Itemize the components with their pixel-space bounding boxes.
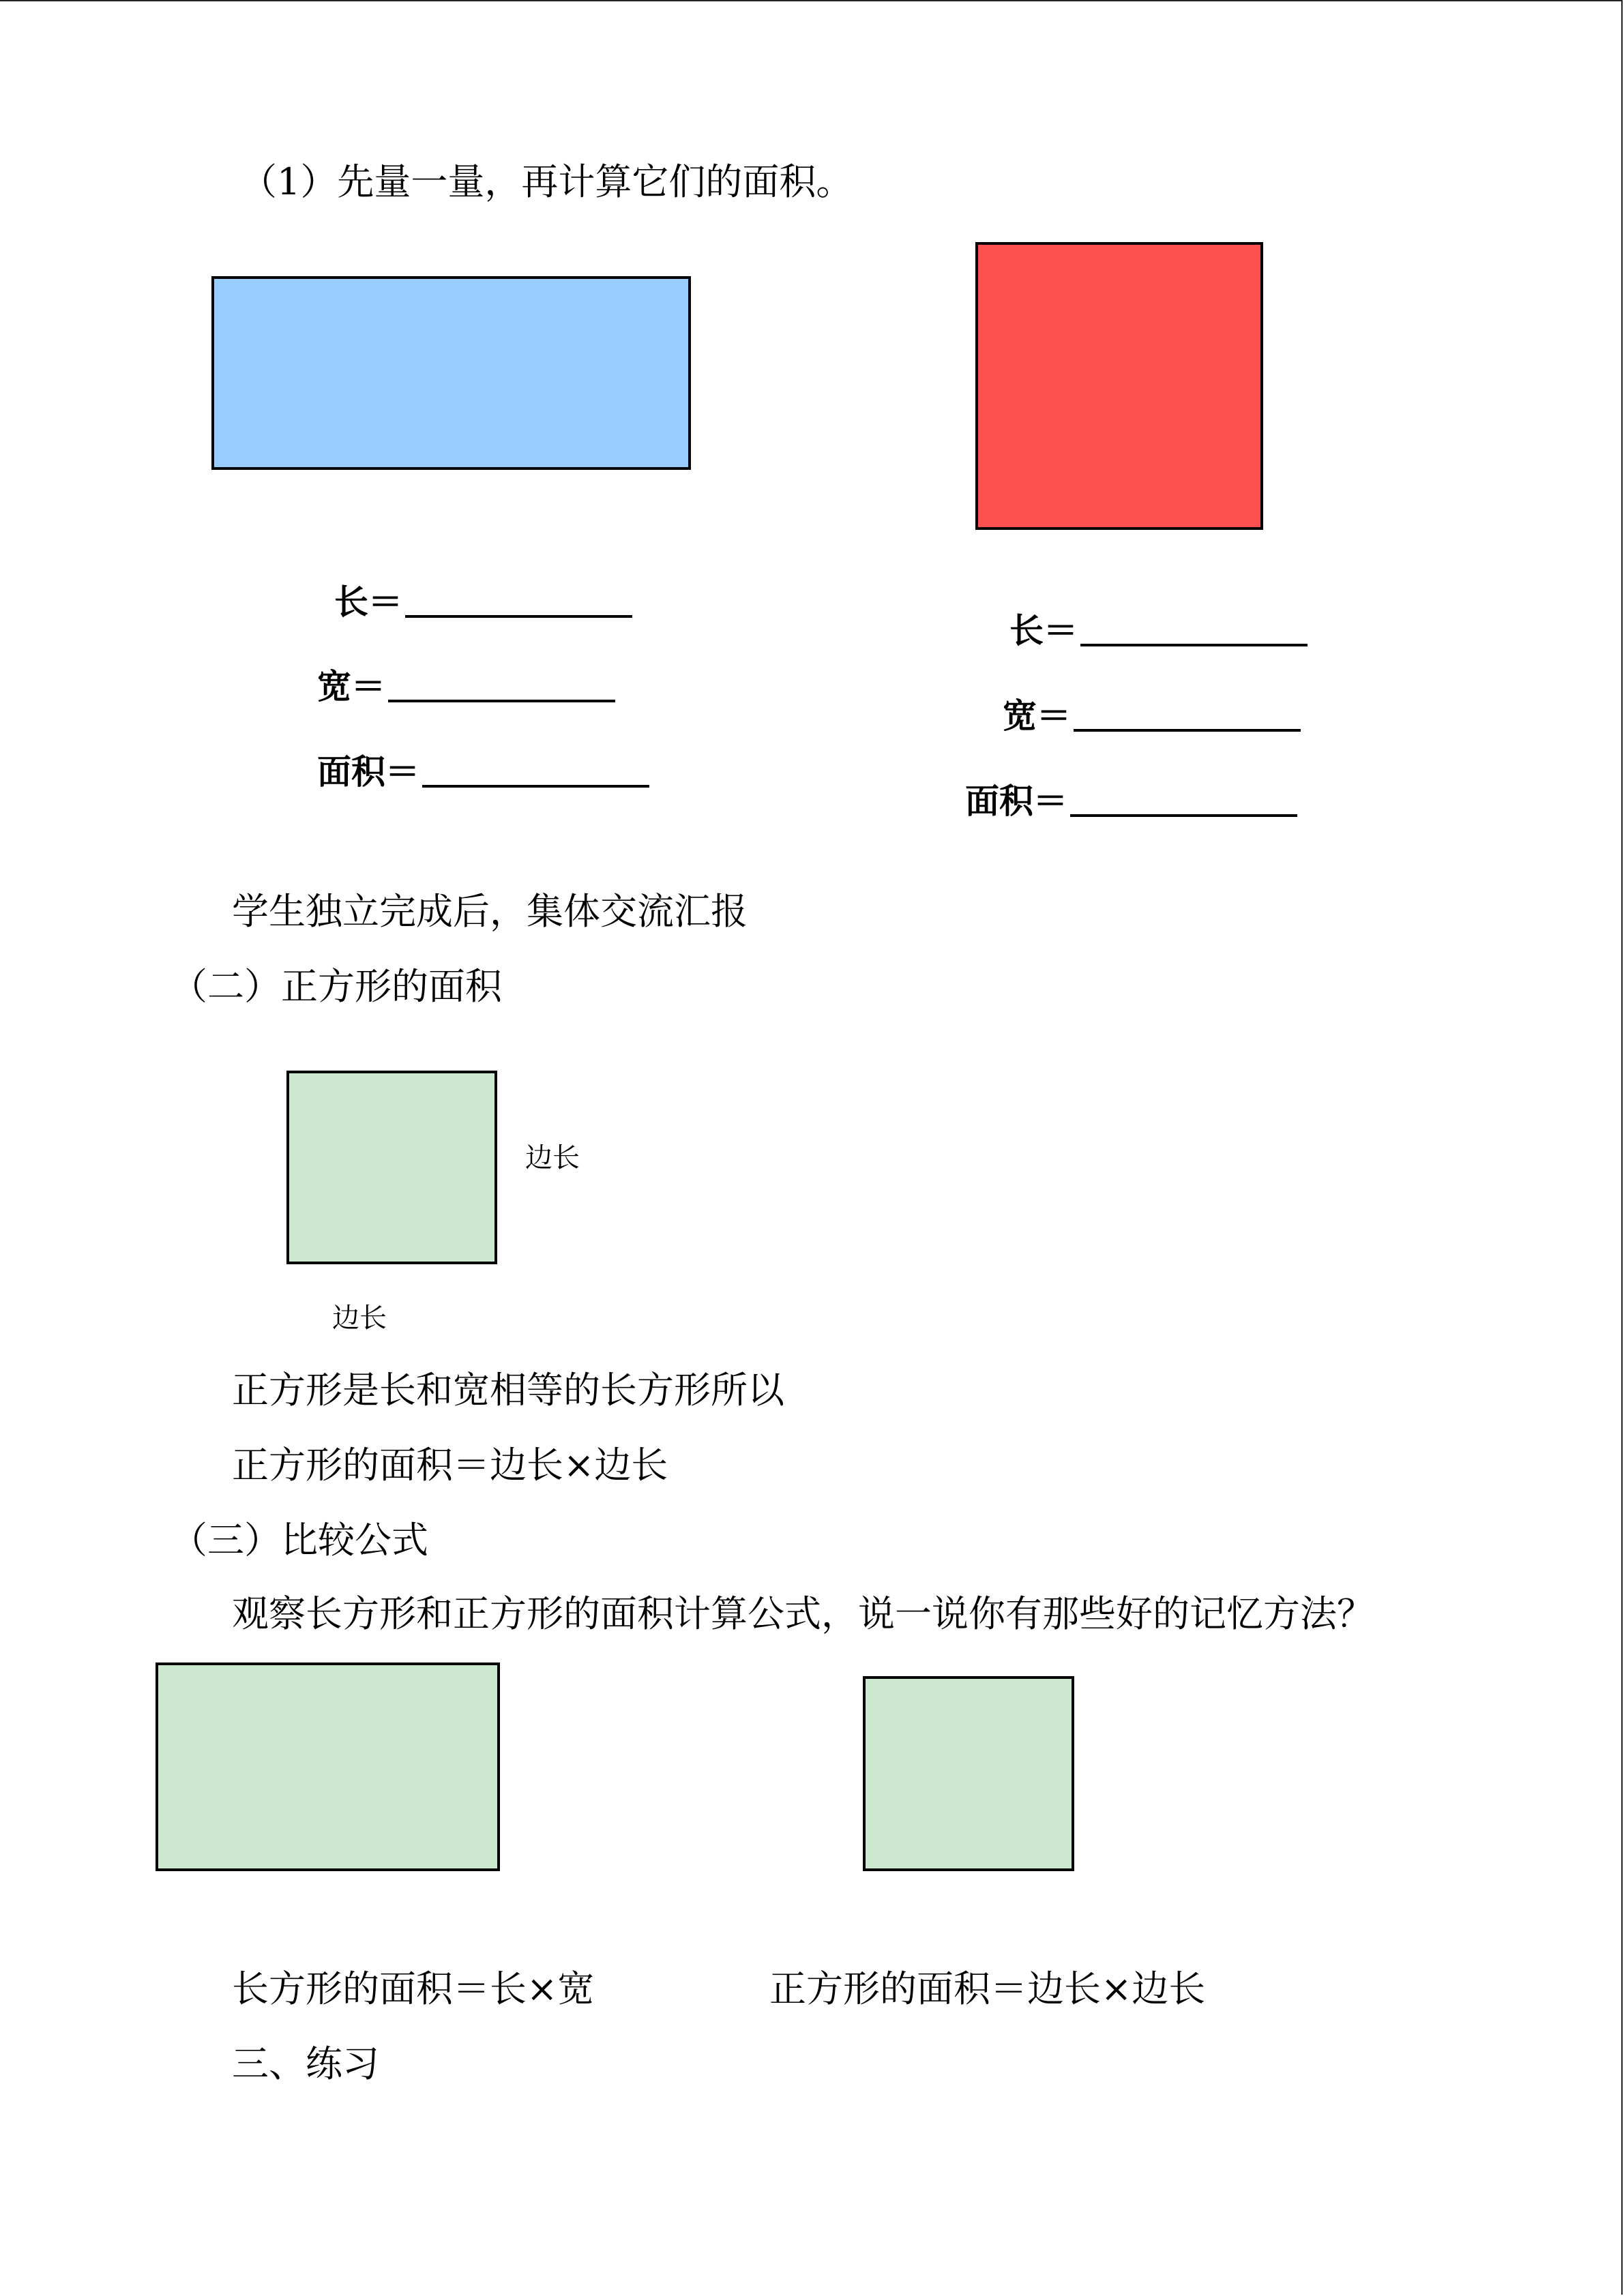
square-length-blank[interactable] <box>1080 644 1308 646</box>
rect-formula: 长方形的面积＝长×宽 <box>232 1967 595 2010</box>
square-formula: 正方形的面积＝边长×边长 <box>769 1967 1206 2010</box>
square-width-field[interactable] <box>1003 696 1301 736</box>
square-width-label: 宽＝ <box>1003 696 1071 736</box>
practice-heading: 三、练习 <box>232 2042 379 2085</box>
red-square <box>975 242 1263 530</box>
section3-heading: （三）比较公式 <box>171 1519 428 1562</box>
rect-length-field[interactable] <box>334 582 632 622</box>
rect-length-label: 长＝ <box>334 582 402 622</box>
square-width-blank[interactable] <box>1074 729 1301 732</box>
section3-question: 观察长方形和正方形的面积计算公式，说一说你有那些好的记忆方法？ <box>232 1592 1374 1635</box>
side-label-bottom: 边长 <box>332 1302 387 1334</box>
section2-heading: （二）正方形的面积 <box>171 965 502 1008</box>
green-square-section3 <box>863 1676 1074 1871</box>
rect-area-field[interactable] <box>317 751 649 792</box>
report-line: 学生独立完成后，集体交流汇报 <box>232 890 748 933</box>
side-label-right: 边长 <box>525 1142 580 1174</box>
square-area-field[interactable] <box>965 781 1297 821</box>
rect-area-label: 面积＝ <box>317 751 419 792</box>
green-rectangle-section3 <box>156 1663 500 1871</box>
section2-line2: 正方形的面积＝边长×边长 <box>232 1444 668 1487</box>
rect-width-blank[interactable] <box>388 700 615 702</box>
square-length-field[interactable] <box>1009 610 1308 651</box>
square-area-blank[interactable] <box>1070 814 1297 817</box>
blue-rectangle <box>211 276 691 470</box>
measure-instruction: （1）先量一量，再计算它们的面积。 <box>240 160 853 203</box>
rect-length-blank[interactable] <box>405 615 632 618</box>
rect-area-blank[interactable] <box>422 785 649 788</box>
rect-width-field[interactable] <box>317 666 615 706</box>
square-area-label: 面积＝ <box>965 781 1067 821</box>
rect-width-label: 宽＝ <box>317 666 385 706</box>
green-square-section2 <box>286 1071 497 1264</box>
square-length-label: 长＝ <box>1009 610 1078 651</box>
section2-line1: 正方形是长和宽相等的长方形所以 <box>232 1369 784 1412</box>
